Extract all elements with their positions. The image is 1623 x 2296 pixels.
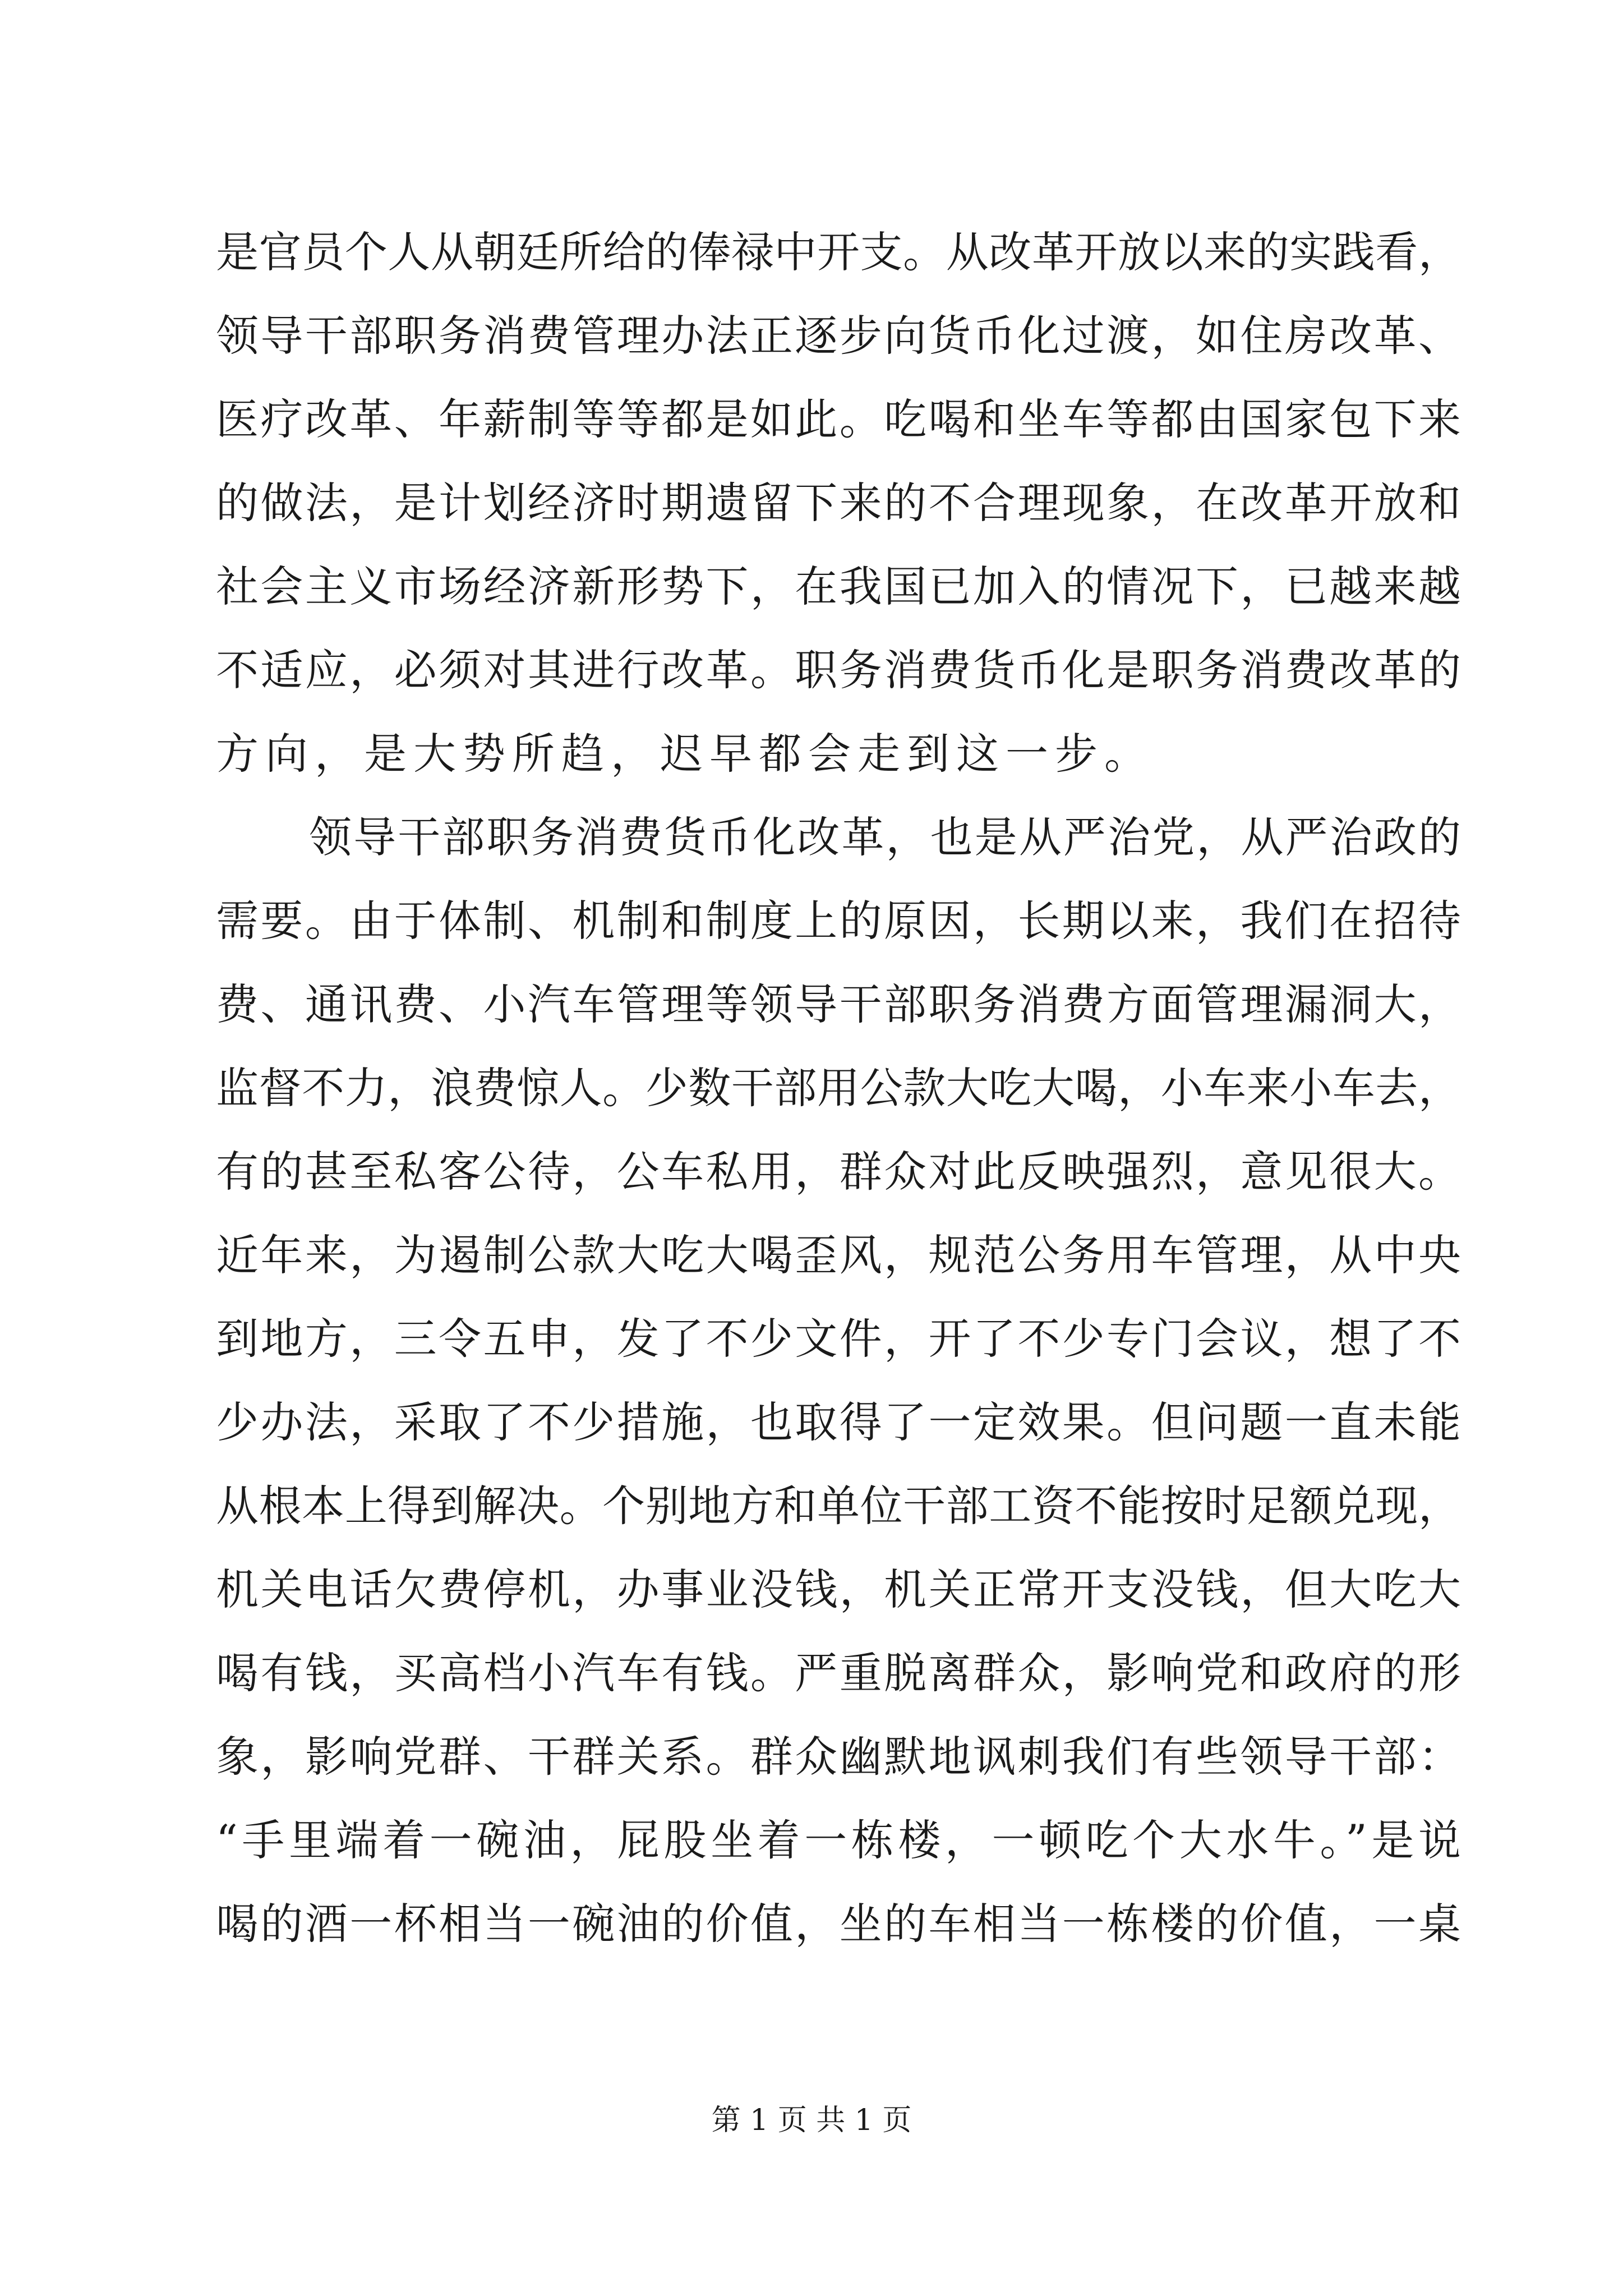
text-line: 方向，是大势所趋，迟早都会走到这一步。 — [216, 729, 1154, 779]
text-line: 医疗改革、年薪制等等都是如此。吃喝和坐车等都由国家包下来 — [216, 394, 1461, 444]
text-line: 到地方，三令五申，发了不少文件，开了不少专门会议，想了不 — [216, 1314, 1461, 1364]
text-line: 象，影响党群、干群关系。群众幽默地讽刺我们有些领导干部： — [216, 1732, 1461, 1782]
text-line: 喝有钱，买高档小汽车有钱。严重脱离群众，影响党和政府的形 — [216, 1648, 1461, 1698]
text-line: 有的甚至私客公待，公车私用，群众对此反映强烈，意见很大。 — [216, 1147, 1461, 1197]
text-line: 少办法，采取了不少措施，也取得了一定效果。但问题一直未能 — [216, 1397, 1461, 1447]
text-line: 不适应，必须对其进行改革。职务消费货币化是职务消费改革的 — [216, 645, 1461, 695]
text-line: 机关电话欠费停机，办事业没钱，机关正常开支没钱，但大吃大 — [216, 1565, 1461, 1614]
page-footer: 第 1 页 共 1 页 — [711, 2104, 912, 2137]
text-line: 领导干部职务消费管理办法正逐步向货币化过渡，如住房改革、 — [216, 311, 1461, 361]
text-line: 的做法，是计划经济时期遗留下来的不合理现象，在改革开放和 — [216, 478, 1461, 528]
text-line: 近年来，为遏制公款大吃大喝歪风，规范公务用车管理，从中央 — [216, 1230, 1461, 1280]
text-line: 社会主义市场经济新形势下，在我国已加入的情况下，已越来越 — [216, 562, 1461, 611]
paragraph-first-line: 领导干部职务消费货币化改革，也是从严治党，从严治政的 — [309, 812, 1461, 862]
text-line: 是官员个人从朝廷所给的俸禄中开支。从改革开放以来的实践看， — [216, 227, 1461, 277]
text-line: 从根本上得到解决。个别地方和单位干部工资不能按时足额兑现， — [216, 1481, 1461, 1531]
text-line: 需要。由于体制、机制和制度上的原因，长期以来，我们在招待 — [216, 896, 1461, 946]
text-line: “手里端着一碗油，屁股坐着一栋楼，一顿吃个大水牛。”是说 — [216, 1815, 1461, 1865]
text-line: 监督不力，浪费惊人。少数干部用公款大吃大喝，小车来小车去， — [216, 1063, 1461, 1113]
text-line: 喝的酒一杯相当一碗油的价值，坐的车相当一栋楼的价值，一桌 — [216, 1899, 1461, 1949]
text-line: 费、通讯费、小汽车管理等领导干部职务消费方面管理漏洞大， — [216, 979, 1461, 1029]
